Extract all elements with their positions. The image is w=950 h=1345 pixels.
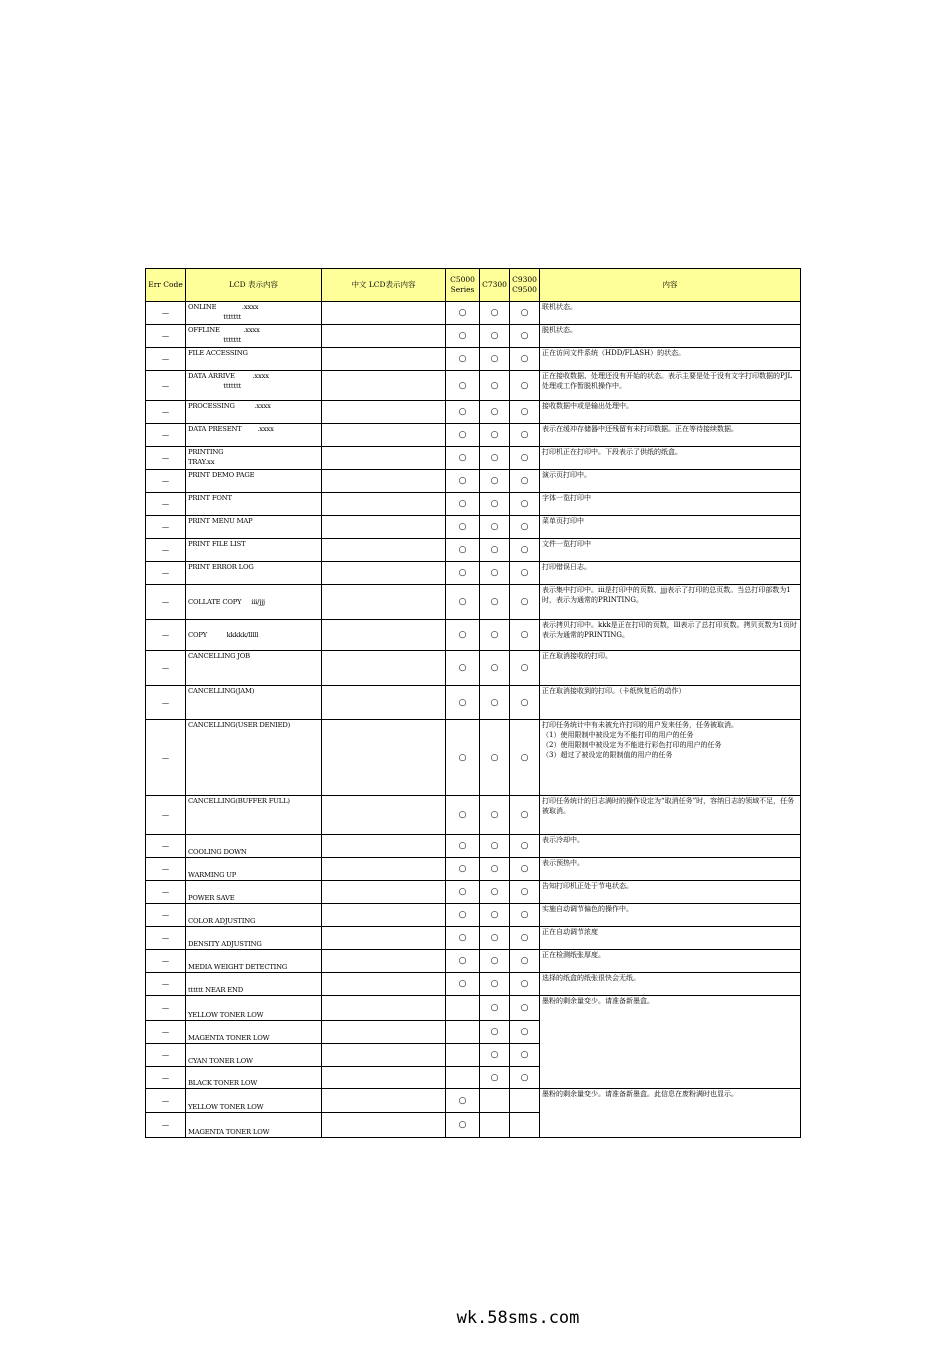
support-mark-cell: ○ (480, 651, 510, 686)
support-mark-cell (480, 1089, 510, 1113)
table-row (146, 371, 801, 401)
err-code-cell: — (146, 325, 186, 348)
description-cell: 正在检测纸张厚度。 (540, 950, 801, 973)
support-mark-cell: ○ (480, 447, 510, 470)
support-mark-cell: ○ (510, 950, 540, 973)
header-lcd-text: LCD 表示内容 (186, 269, 322, 302)
support-mark-cell: ○ (510, 720, 540, 796)
support-mark-cell: ○ (446, 620, 480, 651)
table-row (146, 927, 801, 950)
support-mark-cell: ○ (510, 470, 540, 493)
description-cell: 接收数据中或是输出处理中。 (540, 401, 801, 424)
description-cell: 打印机正在打印中。下段表示了供纸的纸盒。 (540, 447, 801, 470)
lcd-text-cell: YELLOW TONER LOW (186, 996, 322, 1021)
support-mark-cell: ○ (510, 651, 540, 686)
description-cell: 字体一览打印中 (540, 493, 801, 516)
support-mark-cell: ○ (510, 1021, 540, 1044)
chinese-lcd-cell (322, 1089, 446, 1113)
header-c9300-c9500: C9300 C9500 (510, 269, 540, 302)
description-cell: 打印错误日志。 (540, 562, 801, 585)
description-cell: 演示页打印中。 (540, 470, 801, 493)
table-row (146, 348, 801, 371)
support-mark-cell: ○ (510, 927, 540, 950)
lcd-text-cell: COLOR ADJUSTING (186, 904, 322, 927)
err-code-cell: — (146, 1021, 186, 1044)
table-row (146, 720, 801, 796)
table-row (146, 1089, 801, 1113)
table-row (146, 620, 801, 651)
lcd-text-cell: PRINTING TRAY.xx (186, 447, 322, 470)
support-mark-cell (510, 1089, 540, 1113)
support-mark-cell: ○ (446, 881, 480, 904)
support-mark-cell: ○ (446, 470, 480, 493)
chinese-lcd-cell (322, 585, 446, 620)
table-row (146, 585, 801, 620)
description-cell: 正在访问文件系统（HDD/FLASH）的状态。 (540, 348, 801, 371)
table-row (146, 302, 801, 325)
support-mark-cell (446, 1021, 480, 1044)
lcd-text-cell: tttttt NEAR END (186, 973, 322, 996)
support-mark-cell: ○ (510, 1067, 540, 1089)
support-mark-cell: ○ (446, 858, 480, 881)
chinese-lcd-cell (322, 424, 446, 447)
chinese-lcd-cell (322, 1067, 446, 1089)
lcd-text-cell: MEDIA WEIGHT DETECTING (186, 950, 322, 973)
err-code-cell: — (146, 881, 186, 904)
support-mark-cell: ○ (480, 927, 510, 950)
support-mark-cell: ○ (480, 720, 510, 796)
table-header-row (146, 269, 801, 302)
chinese-lcd-cell (322, 539, 446, 562)
support-mark-cell: ○ (510, 447, 540, 470)
chinese-lcd-cell (322, 516, 446, 539)
support-mark-cell: ○ (510, 1044, 540, 1067)
description-cell: 脱机状态。 (540, 325, 801, 348)
description-cell: 墨粉的剩余量变少。请准备新墨盒。此信息在废粉满时也显示。 (540, 1089, 801, 1138)
support-mark-cell: ○ (446, 302, 480, 325)
description-cell: 表示在缓冲存储器中还残留有未打印数据。正在等待接续数据。 (540, 424, 801, 447)
chinese-lcd-cell (322, 835, 446, 858)
description-cell: 联机状态。 (540, 302, 801, 325)
lcd-text-cell: WARMING UP (186, 858, 322, 881)
err-code-cell: — (146, 562, 186, 585)
err-code-cell: — (146, 996, 186, 1021)
support-mark-cell: ○ (480, 620, 510, 651)
support-mark-cell: ○ (480, 835, 510, 858)
lcd-text-cell: COPY kkkkk/lllll (186, 620, 322, 651)
lcd-text-cell: POWER SAVE (186, 881, 322, 904)
support-mark-cell: ○ (446, 651, 480, 686)
lcd-text-cell: ONLINE .xxxx ttttttt (186, 302, 322, 325)
description-cell: 文件一览打印中 (540, 539, 801, 562)
err-code-cell: — (146, 1044, 186, 1067)
err-code-cell: — (146, 720, 186, 796)
chinese-lcd-cell (322, 686, 446, 720)
chinese-lcd-cell (322, 348, 446, 371)
table-row (146, 973, 801, 996)
support-mark-cell: ○ (510, 881, 540, 904)
chinese-lcd-cell (322, 371, 446, 401)
lcd-text-cell: FILE ACCESSING (186, 348, 322, 371)
description-cell: 实施自动调节偏色的操作中。 (540, 904, 801, 927)
err-code-cell: — (146, 620, 186, 651)
support-mark-cell: ○ (446, 1113, 480, 1138)
support-mark-cell: ○ (480, 1044, 510, 1067)
support-mark-cell: ○ (446, 927, 480, 950)
header-description: 内容 (540, 269, 801, 302)
chinese-lcd-cell (322, 470, 446, 493)
support-mark-cell: ○ (510, 620, 540, 651)
description-cell: 正在自动调节浓度 (540, 927, 801, 950)
err-code-cell: — (146, 493, 186, 516)
support-mark-cell: ○ (480, 585, 510, 620)
header-c7300: C7300 (480, 269, 510, 302)
chinese-lcd-cell (322, 620, 446, 651)
chinese-lcd-cell (322, 302, 446, 325)
lcd-text-cell: PRINT FONT (186, 493, 322, 516)
err-code-cell: — (146, 447, 186, 470)
support-mark-cell: ○ (480, 950, 510, 973)
support-mark-cell: ○ (510, 835, 540, 858)
support-mark-cell: ○ (480, 686, 510, 720)
chinese-lcd-cell (322, 1044, 446, 1067)
support-mark-cell: ○ (480, 401, 510, 424)
lcd-text-cell: COLLATE COPY iii/jjj (186, 585, 322, 620)
table-row (146, 858, 801, 881)
support-mark-cell: ○ (446, 516, 480, 539)
err-code-cell: — (146, 651, 186, 686)
lcd-text-cell: DATA PRESENT .xxxx (186, 424, 322, 447)
support-mark-cell: ○ (510, 858, 540, 881)
support-mark-cell (446, 1044, 480, 1067)
support-mark-cell: ○ (446, 835, 480, 858)
support-mark-cell: ○ (510, 516, 540, 539)
support-mark-cell: ○ (510, 401, 540, 424)
chinese-lcd-cell (322, 858, 446, 881)
chinese-lcd-cell (322, 1113, 446, 1138)
lcd-text-cell: MAGENTA TONER LOW (186, 1113, 322, 1138)
chinese-lcd-cell (322, 927, 446, 950)
err-code-cell: — (146, 904, 186, 927)
err-code-cell: — (146, 401, 186, 424)
description-cell: 正在取消接收的打印。 (540, 651, 801, 686)
lcd-text-cell: PRINT MENU MAP (186, 516, 322, 539)
support-mark-cell: ○ (446, 401, 480, 424)
lcd-text-cell: CANCELLING(USER DENIED) (186, 720, 322, 796)
lcd-text-cell: COOLING DOWN (186, 835, 322, 858)
footer-watermark: wk.58sms.com (456, 1308, 580, 1328)
lcd-text-cell: BLACK TONER LOW (186, 1067, 322, 1089)
table-row (146, 539, 801, 562)
support-mark-cell: ○ (446, 950, 480, 973)
chinese-lcd-cell (322, 1021, 446, 1044)
support-mark-cell: ○ (480, 881, 510, 904)
lcd-text-cell: CYAN TONER LOW (186, 1044, 322, 1067)
support-mark-cell: ○ (510, 424, 540, 447)
lcd-text-cell: CANCELLING(BUFFER FULL) (186, 796, 322, 835)
support-mark-cell: ○ (510, 562, 540, 585)
support-mark-cell: ○ (480, 325, 510, 348)
err-code-cell: — (146, 973, 186, 996)
table-row (146, 562, 801, 585)
err-code-cell: — (146, 302, 186, 325)
support-mark-cell: ○ (446, 720, 480, 796)
lcd-text-cell: PRINT DEMO PAGE (186, 470, 322, 493)
chinese-lcd-cell (322, 720, 446, 796)
chinese-lcd-cell (322, 796, 446, 835)
support-mark-cell: ○ (510, 796, 540, 835)
support-mark-cell: ○ (510, 904, 540, 927)
support-mark-cell: ○ (510, 973, 540, 996)
description-cell: 正在取消接收到的打印。（卡纸恢复后的动作） (540, 686, 801, 720)
description-cell: 表示预热中。 (540, 858, 801, 881)
err-code-cell: — (146, 1067, 186, 1089)
lcd-text-cell: PRINT FILE LIST (186, 539, 322, 562)
err-code-cell: — (146, 858, 186, 881)
table-row (146, 447, 801, 470)
support-mark-cell: ○ (480, 1021, 510, 1044)
table-row (146, 796, 801, 835)
table-row (146, 686, 801, 720)
support-mark-cell: ○ (510, 325, 540, 348)
chinese-lcd-cell (322, 401, 446, 424)
err-code-cell: — (146, 1113, 186, 1138)
support-mark-cell: ○ (480, 858, 510, 881)
support-mark-cell: ○ (480, 371, 510, 401)
support-mark-cell: ○ (480, 348, 510, 371)
description-cell: 正在接收数据、处理还没有开始的状态。表示主要是处于没有文字打印数据的PJL处理或工作暂脱机操作中。 (540, 371, 801, 401)
support-mark-cell: ○ (480, 516, 510, 539)
lcd-text-cell: YELLOW TONER LOW (186, 1089, 322, 1113)
support-mark-cell: ○ (446, 539, 480, 562)
err-code-cell: — (146, 585, 186, 620)
support-mark-cell: ○ (446, 348, 480, 371)
description-cell: 打印任务统计中有未被允许打印的用户发来任务，任务被取消。 （1）使用限制中被设定为不能打印的用户的任务 （2）使用限制中被设定为不能进行彩色打印的用户的任务 （3）超过了被设定的限制值的用户的任务 (540, 720, 801, 796)
lcd-text-cell: DENSITY ADJUSTING (186, 927, 322, 950)
support-mark-cell (446, 996, 480, 1021)
header-chinese-lcd-text: 中文 LCD表示内容 (322, 269, 446, 302)
description-cell: 打印任务统计的日志满时的操作设定为“取消任务”时，容纳日志的领域不足，任务被取消。 (540, 796, 801, 835)
support-mark-cell (510, 1113, 540, 1138)
chinese-lcd-cell (322, 950, 446, 973)
lcd-text-cell: PRINT ERROR LOG (186, 562, 322, 585)
table-row (146, 325, 801, 348)
spec-sheet (145, 268, 800, 1138)
support-mark-cell: ○ (480, 302, 510, 325)
table-row (146, 835, 801, 858)
chinese-lcd-cell (322, 904, 446, 927)
description-cell: 墨粉的剩余量变少。请准备新墨盒。 (540, 996, 801, 1089)
support-mark-cell: ○ (510, 686, 540, 720)
support-mark-cell: ○ (480, 996, 510, 1021)
chinese-lcd-cell (322, 325, 446, 348)
chinese-lcd-cell (322, 881, 446, 904)
support-mark-cell: ○ (510, 371, 540, 401)
status-message-table (145, 268, 801, 1138)
chinese-lcd-cell (322, 996, 446, 1021)
support-mark-cell: ○ (446, 562, 480, 585)
lcd-text-cell: CANCELLING JOB (186, 651, 322, 686)
lcd-text-cell: PROCESSING .xxxx (186, 401, 322, 424)
support-mark-cell: ○ (480, 973, 510, 996)
table-row (146, 996, 801, 1021)
support-mark-cell: ○ (480, 424, 510, 447)
lcd-text-cell: MAGENTA TONER LOW (186, 1021, 322, 1044)
lcd-text-cell: CANCELLING(JAM) (186, 686, 322, 720)
err-code-cell: — (146, 424, 186, 447)
err-code-cell: — (146, 470, 186, 493)
support-mark-cell: ○ (510, 996, 540, 1021)
header-c5000-series: C5000 Series (446, 269, 480, 302)
description-cell: 选择的纸盒的纸张很快会无纸。 (540, 973, 801, 996)
table-row (146, 401, 801, 424)
lcd-text-cell: OFFLINE .xxxx ttttttt (186, 325, 322, 348)
chinese-lcd-cell (322, 651, 446, 686)
description-cell: 表示集中打印中。iii是打印中的页数、jjj表示了打印的总页数。当总打印部数为1时，表示为通常的PRINTING。 (540, 585, 801, 620)
support-mark-cell: ○ (510, 302, 540, 325)
table-row (146, 516, 801, 539)
support-mark-cell: ○ (480, 904, 510, 927)
support-mark-cell: ○ (510, 585, 540, 620)
table-row (146, 904, 801, 927)
support-mark-cell: ○ (480, 1067, 510, 1089)
description-cell: 表示冷却中。 (540, 835, 801, 858)
support-mark-cell: ○ (446, 585, 480, 620)
support-mark-cell: ○ (446, 904, 480, 927)
chinese-lcd-cell (322, 562, 446, 585)
err-code-cell: — (146, 686, 186, 720)
support-mark-cell: ○ (446, 493, 480, 516)
support-mark-cell: ○ (510, 539, 540, 562)
support-mark-cell: ○ (446, 371, 480, 401)
err-code-cell: — (146, 835, 186, 858)
support-mark-cell: ○ (446, 447, 480, 470)
support-mark-cell: ○ (480, 493, 510, 516)
table-row (146, 424, 801, 447)
support-mark-cell: ○ (446, 1089, 480, 1113)
chinese-lcd-cell (322, 493, 446, 516)
support-mark-cell: ○ (446, 424, 480, 447)
table-row (146, 950, 801, 973)
support-mark-cell: ○ (480, 470, 510, 493)
description-cell: 菜单页打印中 (540, 516, 801, 539)
chinese-lcd-cell (322, 447, 446, 470)
support-mark-cell: ○ (510, 348, 540, 371)
err-code-cell: — (146, 796, 186, 835)
err-code-cell: — (146, 371, 186, 401)
support-mark-cell: ○ (480, 539, 510, 562)
support-mark-cell: ○ (446, 796, 480, 835)
support-mark-cell (446, 1067, 480, 1089)
chinese-lcd-cell (322, 973, 446, 996)
err-code-cell: — (146, 348, 186, 371)
err-code-cell: — (146, 950, 186, 973)
table-row (146, 493, 801, 516)
support-mark-cell: ○ (510, 493, 540, 516)
table-row (146, 651, 801, 686)
err-code-cell: — (146, 516, 186, 539)
lcd-text-cell: DATA ARRIVE .xxxx ttttttt (186, 371, 322, 401)
support-mark-cell: ○ (446, 686, 480, 720)
support-mark-cell (480, 1113, 510, 1138)
header-err-code: Err Code (146, 269, 186, 302)
support-mark-cell: ○ (446, 325, 480, 348)
support-mark-cell: ○ (446, 973, 480, 996)
err-code-cell: — (146, 1089, 186, 1113)
support-mark-cell: ○ (480, 562, 510, 585)
description-cell: 表示拷贝打印中。kkk是正在打印的页数，lll表示了总打印页数。拷贝页数为1页时表示为通常的PRINTING。 (540, 620, 801, 651)
support-mark-cell: ○ (480, 796, 510, 835)
err-code-cell: — (146, 927, 186, 950)
err-code-cell: — (146, 539, 186, 562)
table-row (146, 470, 801, 493)
description-cell: 告知打印机正处于节电状态。 (540, 881, 801, 904)
table-row (146, 881, 801, 904)
